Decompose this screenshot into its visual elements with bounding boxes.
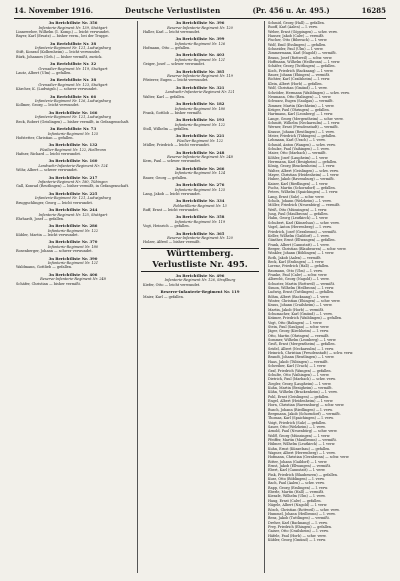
casualty-block: [141, 70, 259, 83]
block-regiment: Infanterie-Regiment Nr. 121, Ludwigsburg: [35, 46, 111, 51]
block-regiment: Reserve-Infanterie-Regiment Nr. 248: [40, 277, 106, 282]
casualty-entry: Geiger, Josef — schwer verwundet.: [143, 62, 206, 67]
casualty-entry: Bauer, Georg — gefallen.: [143, 175, 188, 180]
name-list-entry: Eberle, Martin (Hall) — vermißt.: [268, 490, 325, 495]
name-list-entry: Wolf, Christian (Gmünd) — l. verw.: [268, 86, 328, 91]
block-heading: 3n Berichtliste Nr. 403: [175, 52, 225, 58]
block-regiment: Infanterie-Regiment Nr. 180: [174, 106, 226, 111]
name-list-entry: Beck, Karl (Esslingen) — l. verw.: [268, 259, 325, 264]
name-list-entry: Hofmann, Christian (Gerabronn) — schw. verw.: [268, 455, 350, 460]
name-list-entry: Sauer, Otto (Welzheim) — l. verw.: [268, 424, 326, 429]
name-list-entry: Scholz, Johann (Welzheim) — l. verw.: [268, 199, 332, 204]
casualty-entry: Lautz, Albert (Ulm) — gefallen.: [16, 71, 72, 76]
block-heading: 3n Berichtliste Nr. 66: [49, 93, 97, 99]
name-list-entry: Wolff, Georg (Münsingen) — l. verw.: [268, 433, 331, 438]
name-list-entry: Zimmer, Martin (Kirchheim) — l. verw.: [268, 103, 335, 108]
name-list-entry: Haug, Ernst (Calw) — gefallen.: [268, 498, 322, 503]
block-regiment: Infanterie-Regiment Nr. 126, Straßburg: [164, 278, 236, 283]
block-regiment: Infanterie-Regiment Nr. 121, Ludwigsburg: [35, 196, 111, 201]
name-list-entry: Bergmann, Jakob (Schorndorf) — vermißt.: [268, 411, 341, 416]
name-list-entry: Wagner, Albert (Herrenberg) — l. verw.: [268, 451, 336, 456]
name-list-entry: Fink, Friedrich (Blaubeuren) — gefallen.: [268, 472, 338, 477]
casualty-entry: Stift, Konrad (Kolbenheim) — leicht verwundet.: [16, 50, 101, 55]
name-list-entry: Klein, Albert (Horb) — gefallen.: [268, 81, 323, 86]
name-list-entry: Lange, Georg (Mergentheim) — schw. verw.: [268, 116, 344, 121]
name-list-entry: Hahn, Georg (Leutkirch) — l. verw.: [268, 216, 329, 221]
casualty-entry: Haller, Karl — leicht verwundet.: [143, 29, 201, 34]
name-list-entry: Fuchs, Martin (Schorndorf) — gefallen.: [268, 186, 336, 191]
casualty-entry: Schäfer, Christian — bisher vermißt.: [16, 281, 81, 286]
column-left: [14, 21, 132, 573]
header-rule: [14, 18, 386, 19]
casualty-entry: Linneweber, Wilhelm (1. Komp.) — leicht verwundet.: [16, 29, 110, 34]
name-list-entry: Schumacher, Karl (Gmünd) — l. verw.: [268, 312, 333, 317]
name-list-entry: Braun, Josef (Rottweil) — schw. verw.: [268, 55, 333, 60]
casualty-block: [14, 62, 132, 75]
block-regiment: Reserve-Infanterie-Regiment Nr. 119: [167, 74, 233, 79]
block-heading: 3n Berichtliste Nr. 166: [48, 109, 98, 115]
name-list-entry: Köhler, Josef (Laupheim) — l. verw.: [268, 155, 329, 160]
block-heading: 3n Berichtliste Nr. 221: [175, 133, 225, 139]
block-heading: 3n Berichtliste Nr. 132: [48, 142, 98, 148]
block-heading: 3n Berichtliste Nr. 356: [48, 21, 98, 25]
casualty-block: [14, 127, 132, 140]
block-regiment: Infanterie-Regiment Nr. 119: [174, 219, 226, 224]
block-regiment: Infanterie-Regiment Nr. 126: [174, 41, 226, 46]
header-title: Deutsche Verlustlisten: [124, 6, 221, 15]
casualty-block: [14, 240, 132, 253]
name-list-entry: Winkler, Johann (Böblingen) — l. verw.: [268, 251, 335, 256]
name-list-entry: Schmid, Anton (Wangen) — schw. verw.: [268, 142, 336, 147]
name-list-entry: Groß, Ernst (Mergentheim) — gefallen.: [268, 342, 336, 347]
block-heading: 3n Berichtliste Nr. 217: [48, 174, 98, 180]
name-list-entry: Vogel, Anton (Herrenberg) — l. verw.: [268, 225, 332, 230]
name-list-entry: Neumann, Otto (Balingen) — l. verw.: [268, 94, 332, 99]
casualty-block: [14, 111, 132, 124]
casualty-entry: Frank, Gottlob — bisher vermißt.: [143, 110, 202, 115]
block-regiment: Reserve-Infanterie-Regiment Nr. 120: [167, 25, 233, 30]
name-list-entry: Otto, Martin (Öhringen) — vermißt.: [268, 333, 330, 338]
name-list-entry: Winter, Christian (Ehingen) — schw. verw.: [268, 299, 341, 303]
name-list-entry: Bach, Paul (Aalen) — schw. verw.: [268, 481, 325, 486]
name-list-entry: Frey, Friedrich (Ehingen) — gefallen.: [268, 524, 333, 529]
block-heading: 3n Berichtliste Nr. 225: [48, 190, 98, 196]
casualty-entry: Stoll, Wilhelm — gefallen.: [143, 127, 190, 132]
name-list-entry: Voigt, Friedrich (Sulz) — gefallen.: [268, 420, 327, 425]
block-regiment: Landwehr-Infanterie-Regiment Nr. 124: [38, 163, 108, 168]
column-right-name-list: [268, 21, 386, 573]
block-heading: 3n Berichtliste Nr. 365: [175, 230, 225, 236]
name-list-entry: Fischer, Otto (Biberach) — l. verw.: [268, 38, 328, 43]
name-list-entry: Lehmann, Karl (Urach) — l. verw.: [268, 138, 326, 143]
name-list-entry: Schneider, Paul (Ulm) — l. verw.: [268, 47, 324, 52]
name-list-entry: Möller, Friedrich (Neuenbürg) — vermißt.: [268, 203, 341, 208]
block-heading: 3n Berichtliste Nr. 182: [175, 101, 225, 107]
casualty-entry: Ruff, Ernst — leicht verwundet.: [143, 208, 199, 213]
column-middle-top: [141, 21, 259, 245]
block-regiment: Infanterie-Regiment Nr. 125: [47, 131, 99, 136]
name-list-entry: Dietrich, Paul (Marbach) — schw. verw.: [268, 377, 336, 382]
name-list-entry: Baumann, Otto (Ulm) — l. verw.: [268, 268, 323, 273]
page-header: [14, 6, 386, 18]
name-list-entry: Dreher, Karl (Backnang) — l. verw.: [268, 520, 328, 525]
casualty-block: [141, 274, 259, 287]
name-list-entry: Brandt, Johann (Reutlingen) — l. verw.: [268, 355, 335, 360]
name-list-entry: Pfeiffer, Martin (Maulbronn) — vermißt.: [268, 438, 337, 442]
block-heading: 3n Berichtliste Nr. 396: [175, 21, 225, 25]
block-regiment: Infanterie-Regiment Nr. 122: [47, 228, 99, 233]
casualty-block: [14, 95, 132, 108]
name-list-entry: Krause, Johann (Reutlingen) — l. verw.: [268, 129, 335, 134]
name-list-entry: Jung, Paul (Maulbronn) — gefallen.: [268, 212, 329, 217]
casualty-block: [141, 199, 259, 212]
casualty-block: [14, 42, 132, 60]
column-divider: [137, 21, 138, 573]
casualty-entry: Kern, Paul — schwer verwundet.: [143, 159, 202, 164]
casualty-entry: Bürk, Johannes (Geh.) — bisher vermißt, zurück.: [16, 54, 103, 59]
loss-list-title: Württemberg. Verlustliste Nr. 495.: [141, 248, 259, 272]
casualty-entry: Walter, Karl — gefallen.: [143, 94, 186, 99]
name-list-entry: Haas, Jakob (Tübingen) — vermißt.: [268, 359, 329, 364]
block-regiment: Infanterie-Regiment Nr. 121: [174, 57, 226, 62]
name-list-entry: Stein, Paul (Saulgau) — schw. verw.: [268, 325, 330, 330]
column-middle: [141, 21, 259, 573]
name-list-entry: Heinrich, Christian (Freudenstadt) — schw. verw.: [268, 351, 354, 356]
name-list-entry: Schulze, Paul (Vaihingen) — l. verw.: [268, 146, 330, 151]
block-heading: 3n Berichtliste Nr. 244: [48, 207, 98, 213]
casualty-entry: Kübler, Martin — leicht verwundet.: [16, 233, 79, 238]
name-list-entry: Hummel, Johann (Heilbronn) — l. verw.: [268, 511, 336, 516]
casualty-entry: Bruggschlinger, Georg — leicht verwundet.: [16, 200, 94, 205]
name-list-entry: Simon, Wilhelm (Heilbronn) — l. verw.: [268, 285, 335, 290]
block-heading: 3n Berichtliste Nr. 32: [49, 61, 97, 67]
block-regiment: Reserve-Infanterie-Regiment Nr. 120: [167, 236, 233, 241]
block-heading: 3n Berichtliste Nr. 496: [175, 272, 225, 278]
name-list-entry: Häfele, Paul (Horb) — schw. verw.: [268, 533, 327, 538]
name-list-entry: Ziegler, Georg (Laupheim) — l. verw.: [268, 381, 332, 386]
name-list-entry: Kaiser, Karl (Riedlingen) — l. verw.: [268, 181, 329, 186]
header-page-number: 16285: [361, 6, 386, 15]
name-list-entry: Ebert, Karl (Cannstatt) — l. verw.: [268, 468, 326, 473]
name-list-entry: Pohl, Ernst (Geislingen) — gefallen.: [268, 394, 330, 399]
name-list-entry: Kienzle, Wilhelm (Ulm) — l. verw.: [268, 494, 326, 499]
casualty-entry: Waldmann, Gottlieb — gefallen.: [16, 265, 73, 270]
name-list-entry: Schulte, Otto (Vaihingen) — l. verw.: [268, 372, 330, 377]
name-list-entry: Böhm, Albert (Backnang) — l. verw.: [268, 294, 330, 299]
name-list-entry: Hoffmann, Wilhelm (Heilbronn) — l. verw.: [268, 60, 341, 65]
block-heading: 3n Berichtliste Nr. 266: [175, 165, 225, 171]
block-heading: 3n Berichtliste Nr. 38: [49, 40, 97, 46]
casualty-block: [14, 208, 132, 221]
casualty-block: [141, 102, 259, 115]
name-list-entry: Horn, Christian (Ravensburg) — schw. verw.: [268, 403, 345, 408]
block-regiment: Infanterie-Regiment Nr. 121, Ludwigsburg: [35, 115, 111, 120]
block-heading: 3n Berichtliste Nr. 193: [175, 117, 225, 123]
block-heading: 3n Berichtliste Nr. 38: [49, 77, 97, 83]
header-issue: (Pr. 456 u. Ar. 495.): [252, 6, 330, 15]
name-list-entry: Rösch, Christian (Rottweil) — schw. verw.: [268, 507, 340, 512]
casualty-entry: Holzer, Alfred — bisher vermißt.: [143, 240, 201, 245]
block-heading: 3n Berichtliste Nr. 248: [175, 149, 225, 155]
block-heading: 3n Berichtliste Nr. 286: [48, 223, 98, 229]
name-list-entry: Zimmermann, Karl (Nagold) — vermißt.: [268, 51, 337, 56]
name-list-entry: Ruoff, Karl (Aalen) — l. verw.: [268, 25, 318, 30]
block-regiment: Grenadier-Regiment Nr. 119, Stuttgart: [38, 66, 108, 71]
casualty-entry: Beck, Robert (Geislingen) — bisher vermißt, in Gefangenschaft.: [16, 119, 130, 124]
casualty-block: [141, 21, 259, 34]
block-regiment: Füsilier-Regiment Nr. 122: [176, 138, 224, 143]
name-list-entry: Krämer, Friedrich (Waiblingen) — gefallen.: [268, 316, 343, 321]
name-list-entry: Werner, Ernst (Freudenstadt) — vermißt.: [268, 125, 339, 130]
block-regiment: Landwehr-Infanterie-Regiment Nr. 121: [165, 90, 235, 95]
casualty-entry: Wöhr, Albert — schwer verwundet.: [16, 168, 78, 173]
name-list-entry: Busch, Johann (Riedlingen) — l. verw.: [268, 407, 333, 412]
name-list-entry: Graf, Friedrich (Wangen) — gefallen.: [268, 368, 332, 373]
name-list-entry: Ritter, Johann (Gaildorf) — l. verw.: [268, 459, 328, 464]
name-list-entry: Schubert, Karl (Künzelsau) — schw. verw.: [268, 220, 340, 225]
name-list-entry: Weiß, Otto (Münsingen) — l. verw.: [268, 207, 328, 212]
name-list-entry: Meier, Friedrich (Tübingen) — gefallen.: [268, 133, 337, 138]
name-list-entry: Benz, Jakob (Tuttlingen) — vermißt.: [268, 516, 330, 521]
name-list-entry: Vogt, Otto (Balingen) — l. verw.: [268, 320, 323, 325]
name-list-entry: Keller, Wilhelm (Gaildorf) — l. verw.: [268, 233, 330, 238]
name-list-entry: Martin, Jakob (Horb) — vermißt.: [268, 307, 325, 312]
block-heading: 3n Berichtliste Nr. 276: [175, 182, 225, 188]
name-list-entry: Gaiser, Otto (Crailsheim) — l. verw.: [268, 529, 329, 534]
block-regiment: Infanterie-Regiment Nr. 125: [174, 187, 226, 192]
casualty-entry: Müller, Friedrich — leicht verwundet.: [143, 143, 211, 148]
name-list-entry: Schuster, Martin (Rottweil) — vermißt.: [268, 281, 336, 286]
block-heading: 3n Berichtliste Nr. 370: [48, 239, 98, 245]
name-list-entry: Schmid, Georg (Hall) — gefallen.: [268, 21, 325, 25]
casualty-block: [14, 192, 132, 205]
name-list-entry: Ernst, Jakob (Ellwangen) — vermißt.: [268, 464, 332, 469]
name-list-entry: Krüger, Paul (Öhringen) — gefallen.: [268, 107, 330, 112]
casualty-block: [14, 143, 132, 156]
name-list-entry: Hauser, Jakob (Calw) — vermißt.: [268, 34, 325, 39]
name-list-entry: Richter, Karl (Crailsheim) — l. verw.: [268, 77, 331, 82]
block-heading: 3n Berichtliste Nr. 385: [175, 68, 225, 74]
block-heading: 3n Berichtliste Nr. 406: [48, 271, 98, 277]
name-list-entry: Hartmann, Karl (Leonberg) — l. verw.: [268, 112, 334, 117]
casualty-entry: Maier, Karl — gefallen.: [143, 294, 184, 299]
block-regiment: Füsilier-Regiment Nr. 122, Heilbronn: [39, 147, 107, 152]
casualty-entry: Vogt, Heinrich — gefallen.: [143, 224, 190, 229]
column-middle-bottom: [141, 274, 259, 299]
block-regiment: Infanterie-Regiment Nr. 180, Tübingen: [38, 180, 108, 185]
casualty-entry: Kiefer, Otto — leicht verwundet.: [143, 282, 201, 287]
name-list-entry: Kuhn, Martin (Besigheim) — vermißt.: [268, 385, 333, 390]
name-list-entry: Maier, Otto (Marbach) — vermißt.: [268, 151, 327, 156]
block-heading: 3n Berichtliste Nr. 160: [48, 158, 98, 164]
casualty-entry: Kollmer, Georg — leicht verwundet.: [16, 103, 80, 108]
casualty-entry: Rosenberger, Johann — schwer verwundet.: [16, 249, 93, 254]
name-list-entry: Schwarz, Eugen (Saulgau) — vermißt.: [268, 99, 334, 104]
casualty-block: [14, 159, 132, 172]
block-heading: 3n Berichtliste Nr. 399: [175, 36, 225, 42]
casualty-block: [141, 290, 259, 299]
name-list-entry: Mayer, Christian (Heidenheim) — l. verw.: [268, 173, 340, 178]
casualty-block: [14, 273, 132, 286]
casualty-entry: Lang, Jakob — leicht verwundet.: [143, 191, 201, 196]
name-list-entry: Hübner, Wilhelm (Leutkirch) — l. verw.: [268, 442, 336, 447]
name-list-entry: Rapp, Georg (Esslingen) — l. verw.: [268, 485, 328, 490]
block-heading: Reserve-Infanterie-Regiment Nr. 119: [160, 289, 240, 295]
name-list-entry: Schreiber, Karl (Urach) — l. verw.: [268, 364, 327, 369]
casualty-block: [141, 232, 259, 245]
casualty-block: [141, 86, 259, 99]
block-regiment: Reserve-Infanterie-Regiment Nr. 248: [167, 155, 233, 160]
name-list-entry: Kraus, Johann (Crailsheim) — l. verw.: [268, 303, 333, 308]
name-list-entry: Lang, Ernst (Sulz) — schw. verw.: [268, 194, 325, 199]
name-list-entry: König, Georg (Brackenheim) — l. verw.: [268, 164, 336, 169]
casualty-entry: Hafner, Richard — leicht verwundet.: [16, 152, 82, 157]
name-list-entry: Herrmann, Karl (Besigheim) — gefallen.: [268, 160, 338, 164]
name-list-entry: Bauer, Johann (Ehingen) — vermißt.: [268, 73, 331, 78]
casualty-entry: Kärcher, K. (Ludwigsb.) — schwer verwundet.: [16, 87, 98, 92]
name-list-entry: Lorenz, Friedrich (Hall) — gefallen.: [268, 264, 330, 269]
name-list-entry: Huber, Jakob (Ravensburg) — vermißt.: [268, 177, 335, 182]
casualty-block: [14, 21, 132, 39]
casualty-entry: Pfisterer, Eugen — leicht verwundet.: [143, 78, 209, 83]
name-list-entry: Weber, Ernst (Göppingen) — schw. verw.: [268, 29, 338, 34]
casualty-block: [141, 167, 259, 180]
block-heading: 3n Berichtliste Nr. 390: [48, 255, 98, 261]
name-list-entry: Schäfer, Georg (Tuttlingen) — gefallen.: [268, 64, 336, 69]
name-list-entry: Frank, Albert (Cannstatt) — l. verw.: [268, 242, 330, 247]
name-list-entry: Franke, Paul (Calw) — schw. verw.: [268, 272, 328, 277]
name-list-entry: Koch, Friedrich (Backnang) — l. verw.: [268, 68, 334, 73]
name-list-entry: Kühn, Wilhelm (Brackenheim) — l. verw.: [268, 390, 338, 395]
block-regiment: Grenadier-Regiment Nr. 123, Stuttgart: [38, 82, 108, 87]
name-list-entry: Thomas, Karl (Spaichingen) — l. verw.: [268, 416, 334, 421]
casualty-entry: Hofstetter, Christian — gefallen.: [16, 135, 74, 140]
name-list-entry: Kuhn, Ernst (Künzelsau) — gefallen.: [268, 446, 331, 451]
name-list-entry: Ludwig, Ernst (Tuttlingen) — gefallen.: [268, 290, 335, 295]
name-list-entry: Engel, Albert (Heidenheim) — l. verw.: [268, 398, 334, 403]
casualty-block: [141, 134, 259, 147]
casualty-block: [141, 151, 259, 164]
block-heading: 3n Berichtliste Nr. 358: [175, 214, 225, 220]
block-regiment: Infanterie-Regiment Nr. 124: [174, 171, 226, 176]
name-list-entry: Wolf, Emil (Esslingen) — gefallen.: [268, 42, 327, 47]
name-list-entry: Friedrich, Josef (Gerabronn) — vermißt.: [268, 229, 337, 234]
name-list-entry: Albrecht, Georg (Nagold) — l. verw.: [268, 277, 330, 282]
name-list-entry: Sommer, Wilhelm (Leonberg) — l. verw.: [268, 338, 337, 343]
name-list-entry: Schröder, Hermann (Waiblingen) — schw. verw.: [268, 90, 350, 95]
casualty-block: [14, 224, 132, 237]
block-heading: 3n Berichtliste Nr. 334: [175, 198, 225, 204]
name-list-entry: Peters, Wilhelm (Spaichingen) — l. verw.: [268, 190, 339, 195]
name-list-entry: Nägele, Albert (Nagold) — l. verw.: [268, 503, 328, 508]
casualty-entry: Ehrhardt, Josef — gefallen.: [16, 216, 65, 221]
name-list-entry: Roth, Jakob (Aalen) — vermißt.: [268, 255, 322, 260]
name-list-entry: Jäger, Georg (Kirchheim) — l. verw.: [268, 329, 329, 334]
block-regiment: Feldartillerie-Regiment Nr. 13: [173, 203, 227, 208]
casualty-block: [141, 37, 259, 50]
casualty-block: [141, 183, 259, 196]
casualty-entry: Bayer, Karl (Ersatz) — bisher verm., bei der Truppe.: [16, 34, 109, 39]
name-list-entry: Berger, Christian (Blaubeuren) — schw. verw.: [268, 246, 347, 251]
casualty-block: [141, 118, 259, 131]
block-heading: 3n Berichtliste Nr. 73: [49, 126, 97, 132]
casualty-block: [14, 257, 132, 270]
header-date: 14. November 1916.: [14, 6, 94, 15]
name-list-entry: Arnold, Paul (Neuenbürg) — schw. verw.: [268, 429, 338, 434]
block-regiment: Infanterie-Regiment Nr. 126, Ludwigsburg: [35, 99, 111, 104]
casualty-block: [141, 53, 259, 66]
block-regiment: Infanterie-Regiment Nr. 121: [47, 261, 99, 266]
block-regiment: Infanterie-Regiment Nr. 125, Stuttgart: [38, 212, 108, 217]
name-list-entry: Kübler, Georg (Gmünd) — l. verw.: [268, 537, 326, 542]
block-heading: 3n Berichtliste Nr. 321: [175, 84, 225, 90]
column-divider: [264, 21, 265, 573]
name-list-entry: Kurz, Otto (Böblingen) — l. verw.: [268, 477, 325, 482]
block-regiment: Infanterie-Regiment Nr. 122: [174, 122, 226, 127]
casualty-entry: Hofmann, Otto — gefallen.: [143, 46, 191, 50]
block-regiment: Infanterie-Regiment Nr. 139, Stuttgart: [38, 25, 108, 30]
casualty-block: [141, 215, 259, 228]
casualty-entry: Gall, Konrad (Reutlingen) — bisher vermißt, in Gefangenschaft.: [16, 184, 130, 189]
casualty-block: [14, 176, 132, 189]
name-list-entry: Seidel, Albert (Neckarsulm) — l. verw.: [268, 346, 334, 351]
name-list-entry: Schmitt, Wilhelm (Neckarsulm) — l. verw.: [268, 120, 341, 125]
name-list-entry: Walter, Albert (Geislingen) — schw. verw.: [268, 168, 339, 173]
name-list-entry: Günther, Ernst (Ellwangen) — gefallen.: [268, 238, 336, 243]
block-regiment: Infanterie-Regiment Nr. 180: [47, 244, 99, 249]
casualty-block: [14, 78, 132, 91]
